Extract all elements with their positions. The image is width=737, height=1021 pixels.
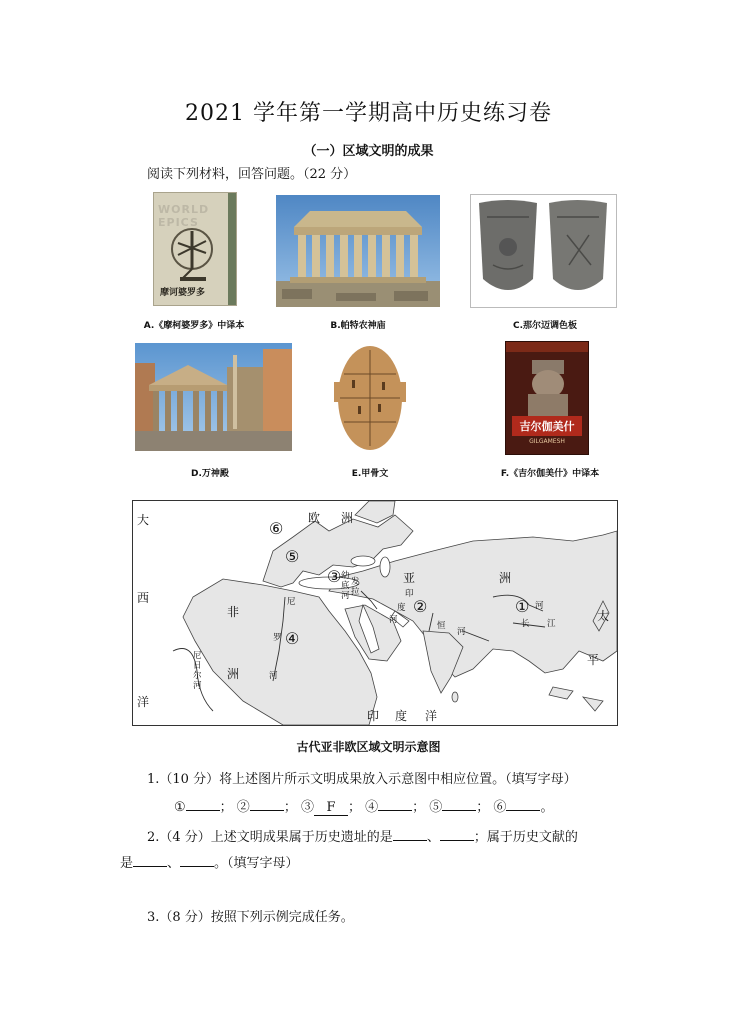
map-label-nile-river: 河 [269,671,278,681]
map-marker-5: ⑤ [285,547,300,566]
picture-f-caption: F.《吉尔伽美什》中译本 [500,469,600,479]
question-1: 1.（10 分）将上述图片所示文明成果放入示意图中相应位置。（填写字母） [147,772,577,787]
map-label-ping: 平 [587,653,600,667]
map-marker-2: ② [413,597,428,616]
map-label-ou: 欧 [308,511,321,525]
map-caption: 古代亚非欧区域文明示意图 [296,740,441,754]
map-label-yang-west: 洋 [137,695,150,709]
question-2-line2-start: 是 [120,856,134,871]
turtle-shell-drawing [330,340,410,455]
picture-f-book-title: 吉尔伽美什 [519,420,575,433]
question-3: 3.（8 分）按照下列示例完成任务。 [147,910,354,925]
answer-2-num: ② [236,800,250,815]
map-label-xi: 西 [137,591,150,605]
map-marker-3: ③ [327,567,342,586]
parthenon-drawing [276,195,440,307]
q2-sep-1: 、 [426,830,440,845]
map-label-yin: 印 [367,709,380,723]
picture-a-book-cover [153,192,237,306]
page-title: 2021 学年第一学期高中历史练习卷 [185,101,552,126]
answer-6-blank[interactable] [506,796,540,811]
answer-6-num: ⑥ [493,800,507,815]
answer-5-num: ⑤ [429,800,443,815]
map-label-niger: 尼日尔河 [193,651,202,691]
answer-5-blank[interactable] [442,796,476,811]
picture-f-book-subtitle: GILGAMESH [529,438,565,445]
answer-1-blank[interactable] [186,796,220,811]
civilization-map [132,500,618,726]
map-label-tai: 太 [597,609,610,623]
intro-text: 阅读下列材料，回答问题。（22 分） [147,167,357,182]
map-label-ya: 亚 [403,571,416,585]
picture-a-caption: A.《摩柯婆罗多》中译本 [143,321,245,331]
map-label-zhou-africa: 洲 [227,667,240,681]
map-label-indus-1: 印 [405,589,414,599]
map-label-yangtze-2: 江 [547,619,556,629]
answer-4-blank[interactable] [378,796,412,811]
map-label-tigris: 幼底河 [341,571,350,601]
answer-1-num: ① [174,800,186,815]
map-label-nile-upper: 尼 [287,597,296,607]
map-label-yang-south: 洋 [425,709,438,723]
question-2-text: 2.（4 分）上述文明成果属于历史遗址的是 [147,830,393,845]
section-heading: （一）区域文明的成果 [303,144,434,159]
picture-b-parthenon [276,195,440,307]
picture-b-caption: B.帕特农神庙 [330,321,386,331]
map-marker-4: ④ [285,629,300,648]
map-label-indus-2: 度 [397,603,406,613]
map-label-yangtze-1: 长 [521,619,530,629]
question-2-end: 。（填写字母） [214,856,299,871]
picture-c-narmer-palette [470,194,617,308]
map-label-fei: 非 [227,605,240,619]
lamassu-figure [506,354,588,424]
picture-e-oracle-bone [330,340,410,455]
map-label-indus-3: 河 [389,615,398,625]
picture-a-book-title: 摩诃婆罗多 [160,288,206,298]
q2-doc-blank-2[interactable] [180,852,214,867]
map-label-nile-lower: 罗 [273,633,282,643]
map-label-zhou-asia: 洲 [499,571,512,585]
pantheon-drawing [135,343,292,451]
map-label-euphrates: 发拉 [351,577,360,597]
map-label-du: 度 [395,709,408,723]
picture-d-pantheon [135,343,292,451]
question-2-line2 [120,852,299,871]
picture-a-book-top: WORLD EPICS [158,203,210,229]
answer-3-num: ③ [300,800,314,815]
question-1-answers: ① ； ② ； ③ F ； ④ ； ⑤ ； ⑥ 。 [174,796,553,816]
picture-d-caption: D.万神殿 [191,469,229,479]
q2-sep-2: 、 [167,856,181,871]
picture-e-caption: E.甲骨文 [351,469,389,479]
map-outline [133,501,617,725]
question-2-mid: ；属于历史文献的 [473,830,578,845]
map-label-ganges-2: 河 [457,627,466,637]
map-marker-1: ① [515,597,530,616]
picture-c-caption: C.那尔迈调色板 [512,321,578,331]
shiva-dancer-figure [154,213,236,293]
q2-doc-blank-1[interactable] [133,852,167,867]
map-label-zhou-europe: 洲 [341,511,354,525]
question-2-line1 [147,826,578,845]
answer-4-num: ④ [365,800,379,815]
map-label-ganges-1: 恒 [437,621,446,631]
answer-2-blank[interactable] [250,796,284,811]
picture-f-book-cover [505,341,589,455]
map-label-da: 大 [137,513,150,527]
q2-site-blank-1[interactable] [393,826,427,841]
narmer-palette-drawing [471,195,616,307]
map-label-huanghe: 河 [535,601,544,611]
answer-3-blank[interactable]: F [314,801,348,816]
q2-site-blank-2[interactable] [440,826,474,841]
map-marker-6: ⑥ [269,519,284,538]
